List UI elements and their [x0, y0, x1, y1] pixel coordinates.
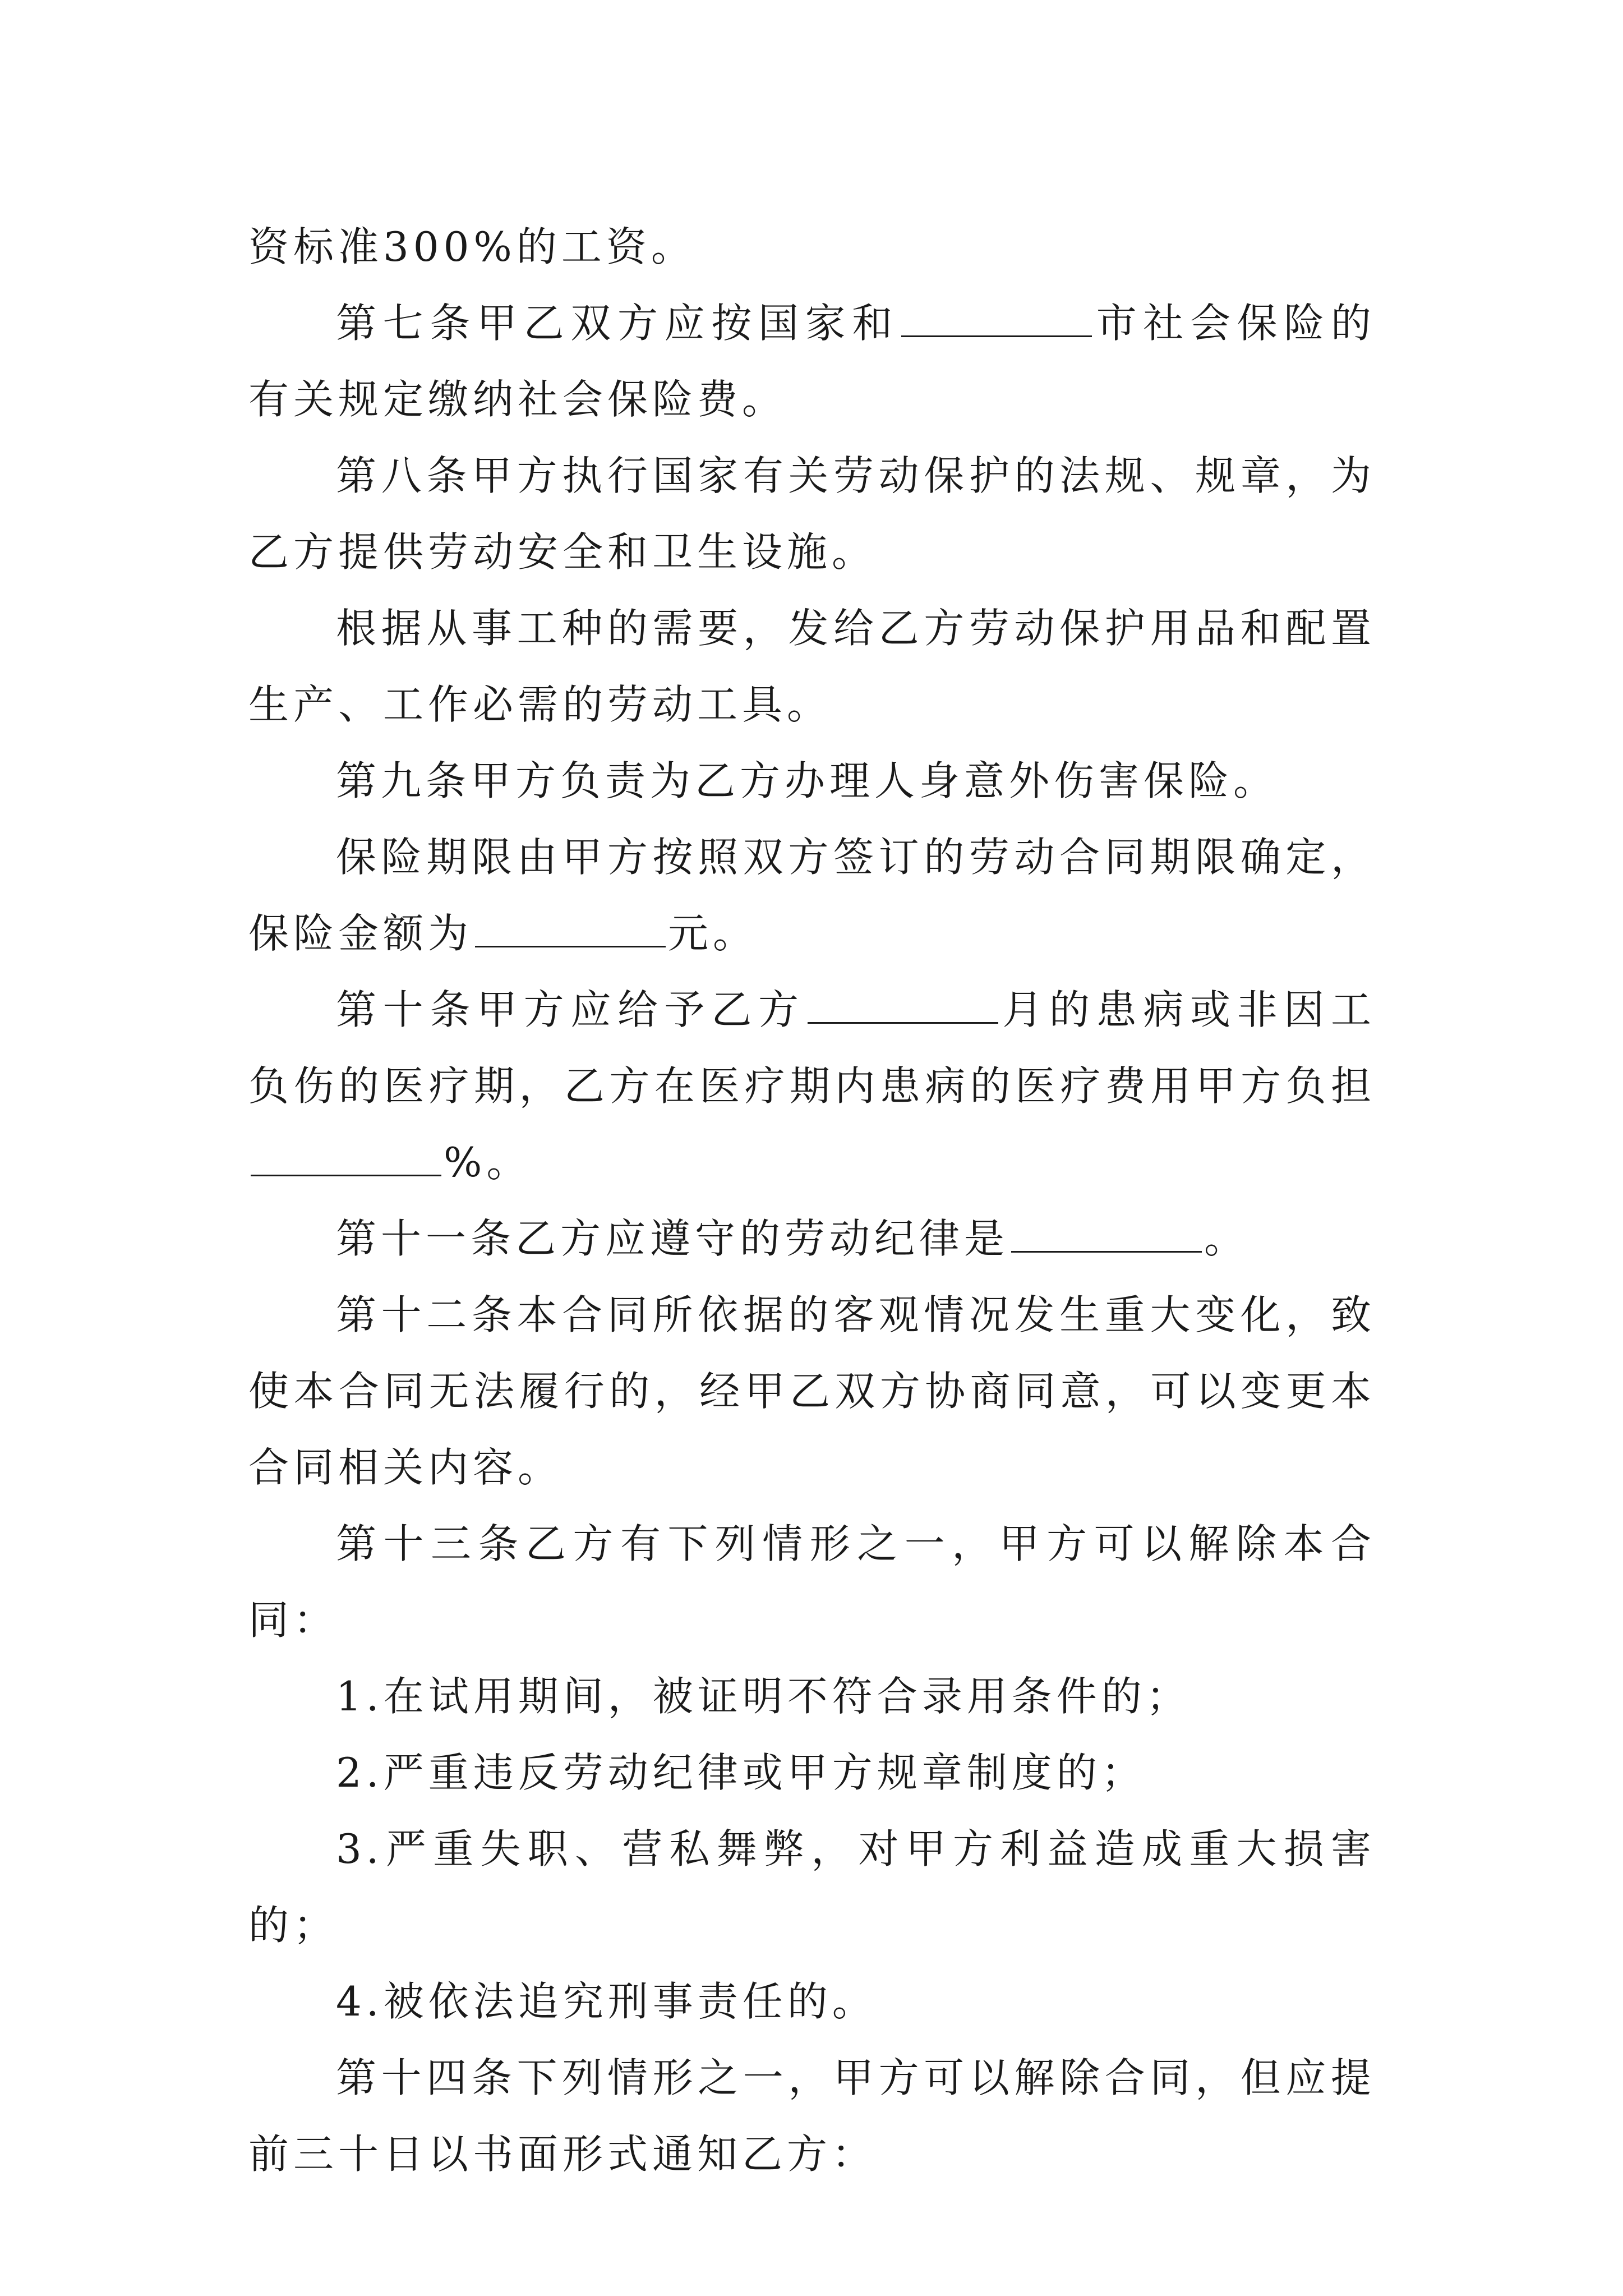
- paragraph-text: 根据从事工种的需要，发给乙方劳动保护用品和配置生产、工作必需的劳动工具。: [248, 605, 1376, 728]
- blank-fill-line: [251, 1134, 441, 1176]
- list-item-1: [248, 1658, 1376, 1734]
- paragraph-wage-standard: [248, 209, 1376, 285]
- paragraph-text: 第八条甲方执行国家有关劳动保护的法规、规章，为乙方提供劳动安全和卫生设施。: [248, 452, 1376, 576]
- paragraph-text: 第七条甲乙双方应按国家和: [336, 300, 899, 347]
- paragraph-article-8: [248, 438, 1376, 590]
- paragraph-text: 。: [1204, 1215, 1249, 1262]
- list-item-2: [248, 1734, 1376, 1811]
- paragraph-text: 保险期限由甲方按照双方签订的劳动合同期限确定，保险金额为: [248, 834, 1376, 957]
- blank-fill-line: [1011, 1211, 1202, 1253]
- list-item-4: [248, 1963, 1376, 2040]
- paragraph-article-12: [248, 1277, 1376, 1506]
- paragraph-text: 第十二条本合同所依据的客观情况发生重大变化，致使本合同无法履行的，经甲乙双方协商同意，可以变更本合同相关内容。: [248, 1291, 1376, 1491]
- paragraph-text: 1.在试用期间，被证明不符合录用条件的；: [336, 1673, 1191, 1720]
- paragraph-text: 第十一条乙方应遵守的劳动纪律是: [336, 1215, 1009, 1262]
- paragraph-text: 第十条甲方应给予乙方: [336, 986, 805, 1033]
- paragraph-article-7: [248, 285, 1376, 438]
- paragraph-insurance-term: [248, 819, 1376, 972]
- paragraph-protective-equipment: [248, 590, 1376, 743]
- paragraph-text: 市社会保险的有关规定缴纳社会保险费。: [248, 300, 1376, 423]
- paragraph-text: 第十四条下列情形之一，甲方可以解除合同，但应提前三十日以书面形式通知乙方：: [248, 2054, 1376, 2178]
- paragraph-article-14: [248, 2040, 1376, 2192]
- paragraph-article-11: [248, 1200, 1376, 1277]
- paragraph-text: 第九条甲方负责为乙方办理人身意外伤害保险。: [336, 757, 1279, 804]
- paragraph-article-9: [248, 743, 1376, 819]
- paragraph-text: 3.严重失职、营私舞弊，对甲方利益造成重大损害的；: [248, 1825, 1376, 1949]
- paragraph-text: 月的患病或非因工负伤的医疗期，乙方在医疗期内患病的医疗费用甲方负担: [248, 986, 1376, 1110]
- blank-fill-line: [901, 295, 1092, 337]
- paragraph-text: 资标准300%的工资。: [248, 223, 696, 270]
- paragraph-article-13: [248, 1506, 1376, 1658]
- paragraph-text: 第十三条乙方有下列情形之一，甲方可以解除本合同：: [248, 1520, 1376, 1644]
- paragraph-article-10: [248, 972, 1376, 1200]
- paragraph-text: 4.被依法追究刑事责任的。: [336, 1978, 877, 2025]
- blank-fill-line: [808, 982, 998, 1024]
- contract-body: [248, 209, 1376, 2192]
- list-item-3: [248, 1811, 1376, 1963]
- blank-fill-line: [475, 905, 666, 947]
- paragraph-text: 元。: [668, 910, 758, 957]
- paragraph-text: %。: [444, 1139, 532, 1186]
- paragraph-text: 2.严重违反劳动纪律或甲方规章制度的；: [336, 1749, 1146, 1796]
